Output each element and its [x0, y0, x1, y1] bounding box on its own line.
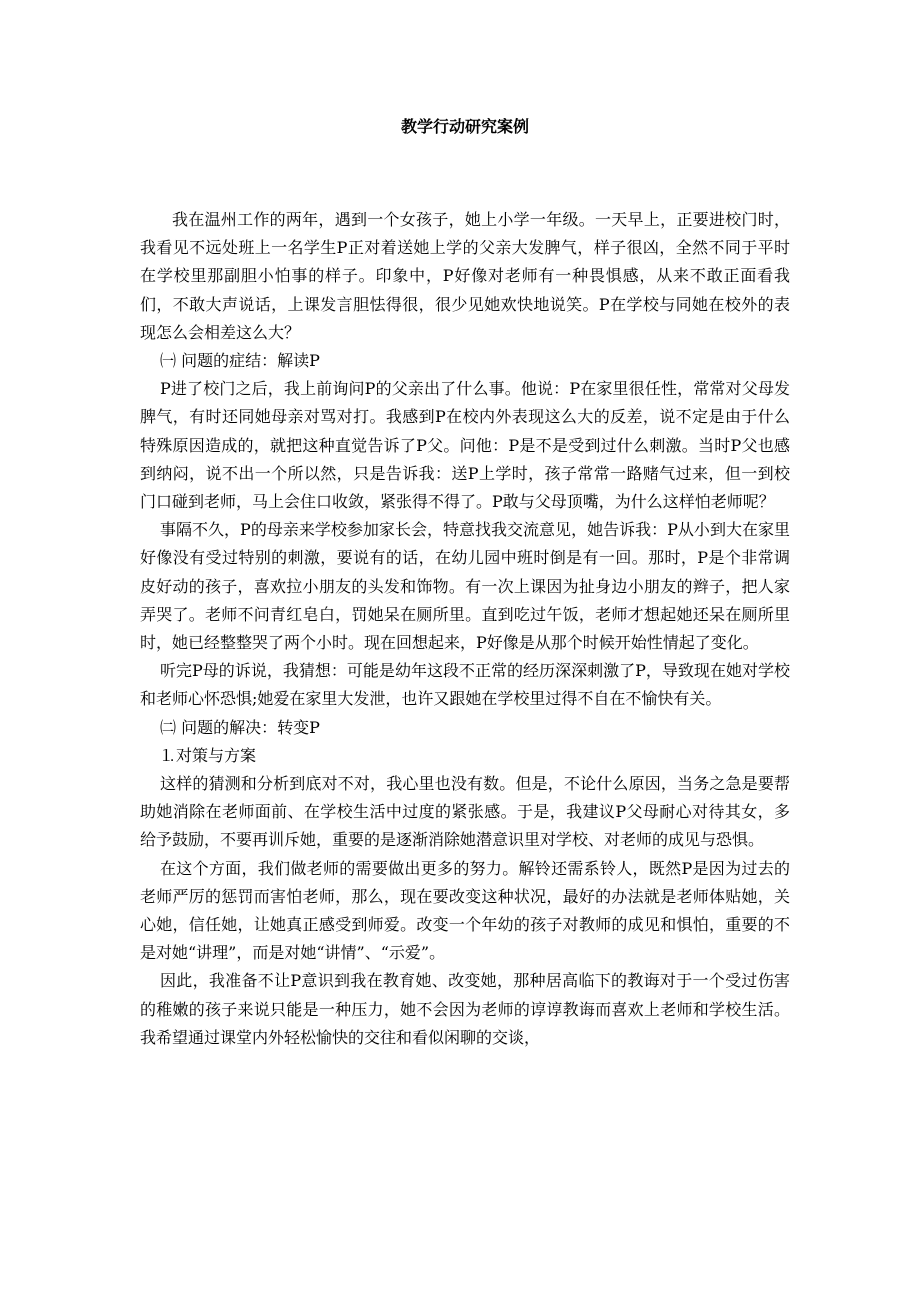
paragraph-mother-account: 事隔不久，P的母亲来学校参加家长会，特意找我交流意见，她告诉我：P从小到大在家里好像没有受过特别的刺激，要说有的话，在幼儿园中班时倒是有一回。那时，P是个非常调皮好动的孩子，喜欢拉小朋友的头发和饰物。有一次上课因为扯身边小朋友的辫子，把人家弄哭了。老师不问青红皂白，罚她呆在厕所里。直到吃过午饭，老师才想起她还呆在厕所里时，她已经整整哭了两个小时。现在回想起来，P好像是从那个时候开始性情起了变化。 — [140, 520, 790, 653]
paragraph-father-conversation: P进了校门之后，我上前询问P的父亲出了什么事。他说：P在家里很任性，常常对父母发脾气，有时还同她母亲对骂对打。我感到P在校内外表现这么大的反差，说不定是由于什么特殊原因造成的，就把这种直觉告诉了P父。问他：P是不是受到过什么刺激。当时P父也感到纳闷，说不出一个所以然，只是告诉我：送P上学时，孩子常常一路赌气过来，但一到校门口碰到老师，马上会住口收敛，紧张得不得了。P敢与父母顶嘴，为什么这样怕老师呢？ — [140, 379, 790, 512]
section-heading-1: ㈠ 问题的症结：解读P — [160, 351, 320, 371]
document-body — [140, 206, 790, 1052]
paragraph-teacher-guess: 听完P母的诉说，我猜想：可能是幼年这段不正常的经历深深刺激了P，导致现在她对学校和老师心怀恐惧;她爱在家里大发泄，也许又跟她在学校里过得不自在不愉快有关。 — [140, 661, 790, 709]
paragraph-plan: 因此，我准备不让P意识到我在教育她、改变她，那种居高临下的教诲对于一个受过伤害的稚嫩的孩子来说只能是一种压力，她不会因为老师的谆谆教诲而喜欢上老师和学校生活。我希望通过课堂内外轻松愉快的交往和看似闲聊的交谈， — [140, 971, 790, 1047]
subsection-heading-1: ⒈对策与方案 — [160, 745, 257, 765]
paragraph-strategy: 这样的猜测和分析到底对不对，我心里也没有数。但是，不论什么原因，当务之急是要帮助她消除在老师面前、在学校生活中过度的紧张感。于是，我建议P父母耐心对待其女，多给予鼓励，不要再训斥她，重要的是逐渐消除她潜意识里对学校、对老师的成见与恐惧。 — [140, 774, 790, 850]
document-title: 教学行动研究案例 — [400, 117, 529, 136]
section-heading-2: ㈡ 问题的解决：转变P — [160, 717, 320, 737]
paragraph-teacher-effort: 在这个方面，我们做老师的需要做出更多的努力。解铃还需系铃人，既然P是因为过去的老师严厉的惩罚而害怕老师，那么，现在要改变这种状况，最好的办法就是老师体贴她，关心她，信任她，让她真正感受到师爱。改变一个年幼的孩子对教师的成见和惧怕，重要的不是对她“讲理”，而是对她“讲情”、“示爱”。 — [140, 858, 790, 963]
paragraph-intro: 我在温州工作的两年，遇到一个女孩子，她上小学一年级。一天早上，正要进校门时，我看见不远处班上一名学生P正对着送她上学的父亲大发脾气，样子很凶，全然不同于平时在学校里那副胆小怕事的样子。印象中，P好像对老师有一种畏惧感，从来不敢正面看我们，不敢大声说话，上课发言胆怯得很，很少见她欢快地说笑。P在学校与同她在校外的表现怎么会相差这么大？ — [140, 210, 790, 342]
